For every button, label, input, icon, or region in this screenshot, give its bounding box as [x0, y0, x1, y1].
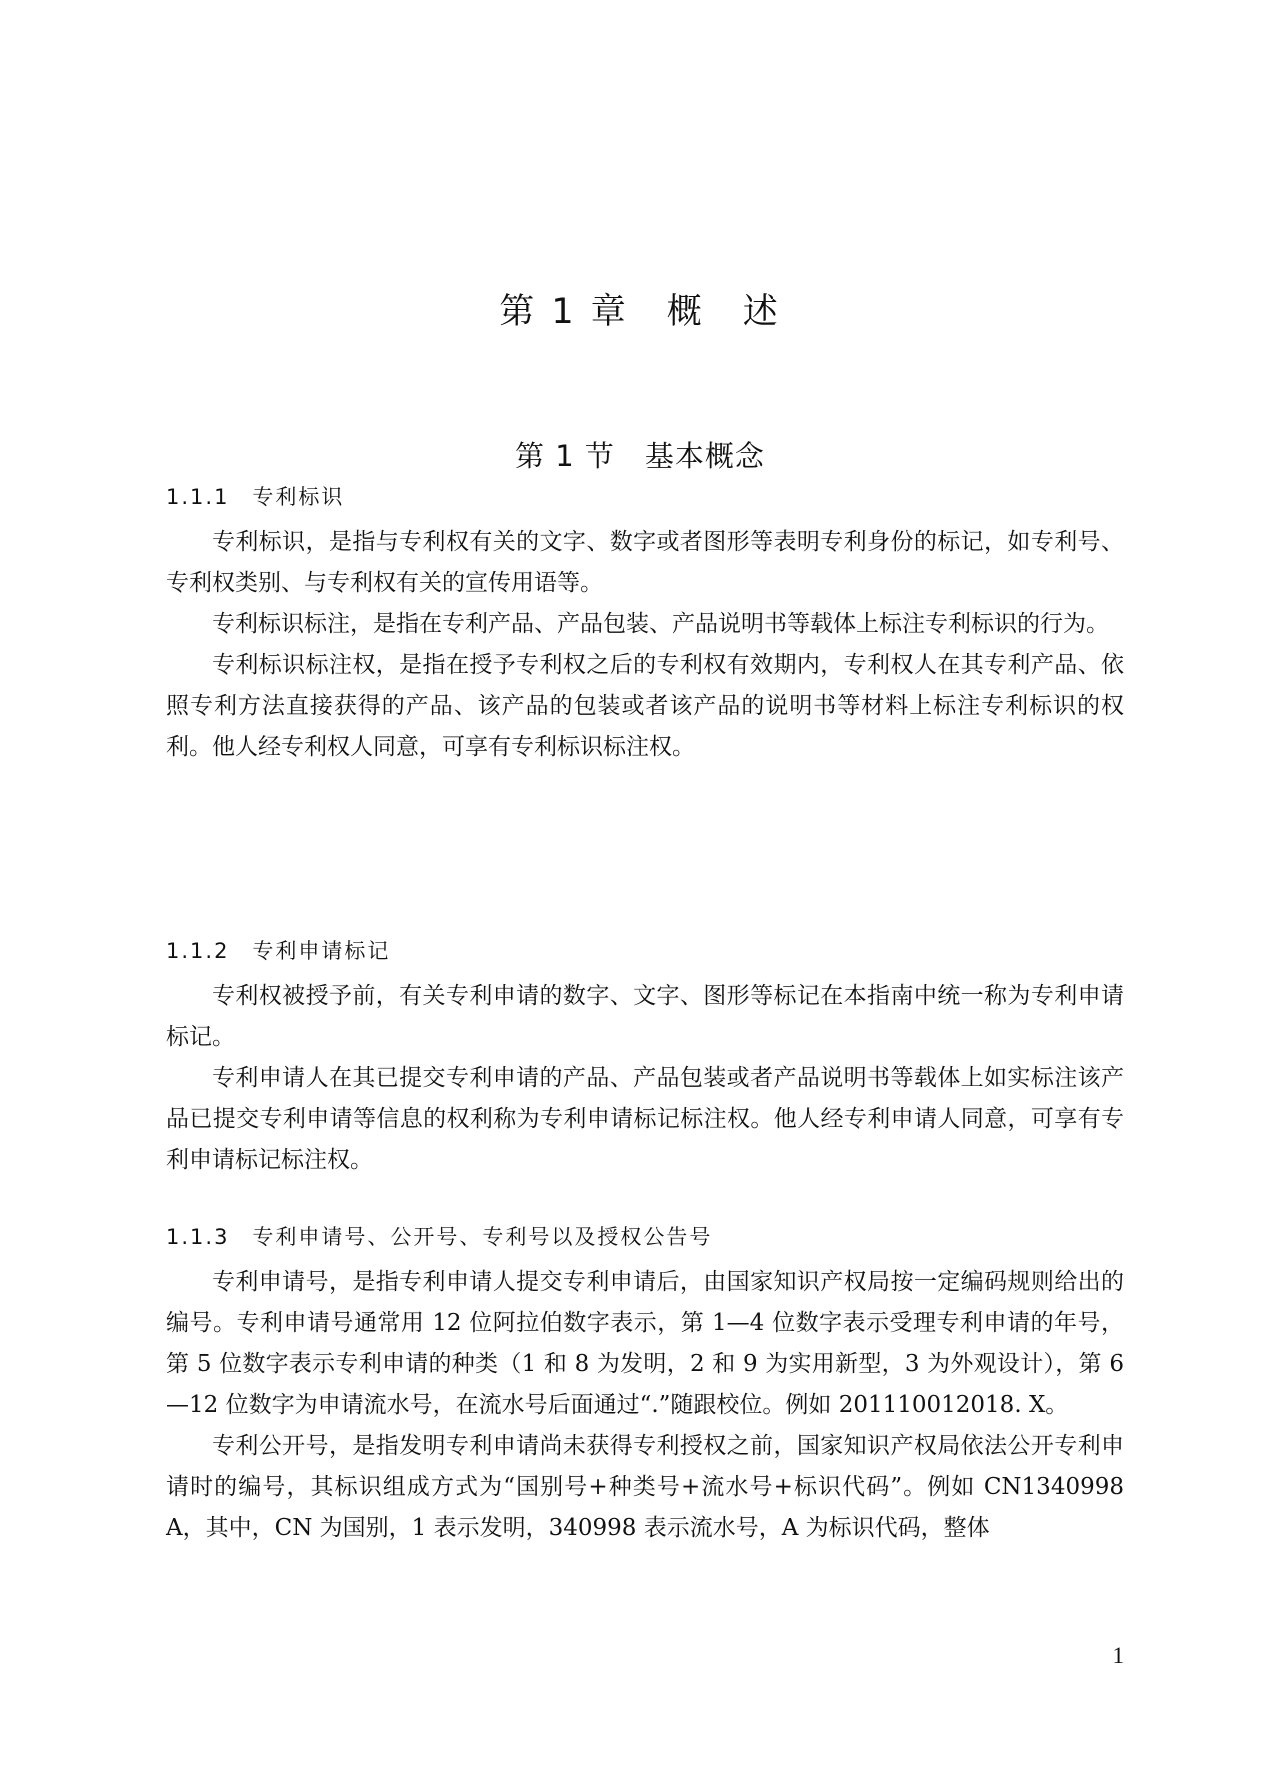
section-title: 第 1 节 基本概念 — [515, 439, 765, 473]
paragraph: 专利权被授予前，有关专利申请的数字、文字、图形等标记在本指南中统一称为专利申请标记。 — [166, 983, 1124, 1050]
subsection-body-1-1-3 — [166, 1262, 1124, 1549]
paragraph: 专利公开号，是指发明专利申请尚未获得专利授权之前，国家知识产权局依法公开专利申请时的编号，其标识组成方式为“国别号+种类号+流水号+标识代码”。例如 CN1340998A，其中，CN 为国别，1 表示发明，340998 表示流水号，A 为标识代码，整体 — [166, 1433, 1124, 1541]
chapter-title: 第 1 章 概 述 — [499, 292, 781, 332]
paragraph: 专利申请人在其已提交专利申请的产品、产品包装或者产品说明书等载体上如实标注该产品已提交专利申请等信息的权利称为专利申请标记标注权。他人经专利申请人同意，可享有专利申请标记标注权。 — [166, 1065, 1124, 1173]
paragraph: 专利标识，是指与专利权有关的文字、数字或者图形等表明专利身份的标记，如专利号、专利权类别、与专利权有关的宣传用语等。 — [166, 529, 1124, 596]
page-number: 1 — [1112, 1643, 1124, 1668]
subsection-heading-1-1-3: 1.1.3 专利申请号、公开号、专利号以及授权公告号 — [166, 1225, 713, 1249]
subsection-heading-1-1-2: 1.1.2 专利申请标记 — [166, 939, 391, 963]
subsection-body-1-1-2 — [166, 976, 1124, 1181]
subsection-heading-1-1-1: 1.1.1 专利标识 — [166, 485, 345, 509]
paragraph: 专利标识标注，是指在专利产品、产品包装、产品说明书等载体上标注专利标识的行为。 — [212, 611, 1109, 637]
paragraph: 专利申请号，是指专利申请人提交专利申请后，由国家知识产权局按一定编码规则给出的编号。专利申请号通常用 12 位阿拉伯数字表示，第 1—4 位数字表示受理专利申请的年号，第 5 位数字表示专利申请的种类（1 和 8 为发明，2 和 9 为实用新型，3 为外观设计），第 6—12 位数字为申请流水号，在流水号后面通过“.”随跟校位。例如 201110012018. X。 — [166, 1269, 1124, 1418]
paragraph: 专利标识标注权，是指在授予专利权之后的专利权有效期内，专利权人在其专利产品、依照专利方法直接获得的产品、该产品的包装或者该产品的说明书等材料上标注专利标识的权利。他人经专利权人同意，可享有专利标识标注权。 — [166, 652, 1124, 760]
subsection-body-1-1-1 — [166, 522, 1124, 768]
